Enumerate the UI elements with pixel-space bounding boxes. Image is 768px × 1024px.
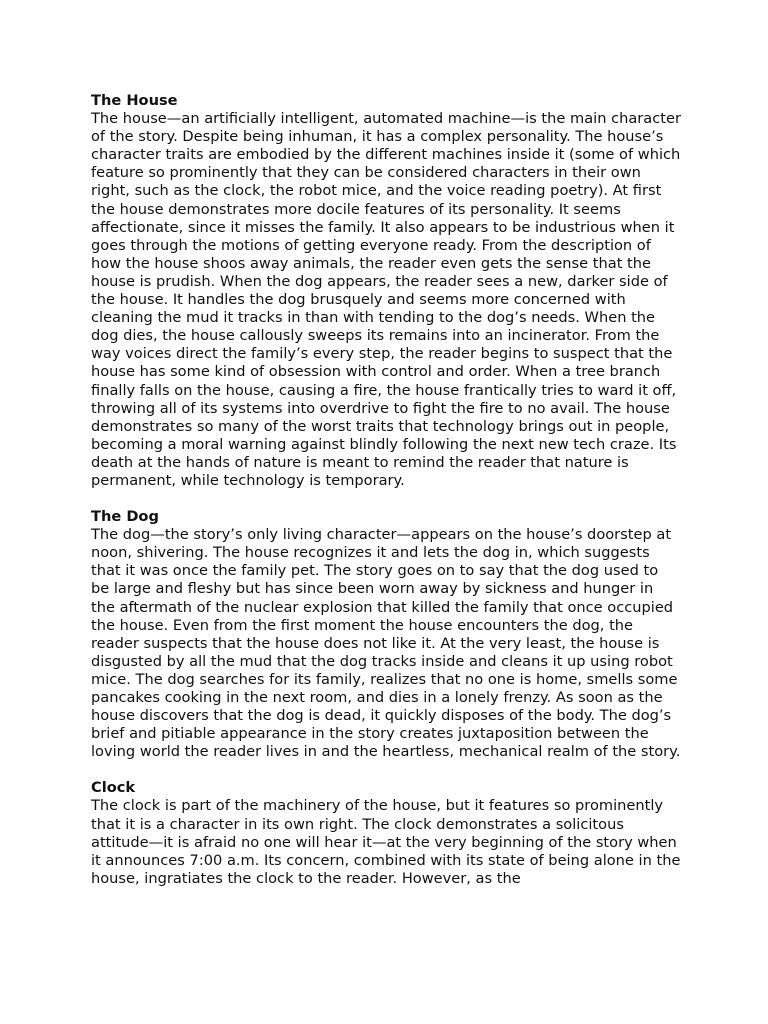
section-heading: The House [91, 92, 178, 109]
document-page [91, 92, 681, 906]
section-clock [91, 779, 681, 888]
section-the-house [91, 92, 681, 490]
section-the-dog [91, 508, 681, 761]
section-heading: Clock [91, 779, 136, 797]
section-body: The dog—the story’s only living character—appears on the house’s doorstep at noon, shivering. The house recognizes it and lets the dog in, which suggests that it was once the family pet. The story goes on to say that the dog used to be large and fleshy but has since been worn away by sickness and hunger in the aftermath of the nuclear explosion that killed the family that once occupied the house. Even from the first moment the house encounters the dog, the reader suspects that the house does not like it. At the very least, the house is disgusted by all the mud that the dog tracks inside and cleans it up using robot mice. The dog searches for its family, realizes that no one is home, smells some pancakes cooking in the next room, and dies in a lonely frenzy. As soon as the house discovers that the dog is dead, it quickly disposes of the body. The dog’s brief and pitiable appearance in the story creates juxtaposition between the loving world the reader lives in and the heartless, mechanical realm of the story. [91, 526, 681, 761]
section-heading: The Dog [91, 508, 159, 526]
section-body: The house—an artificially intelligent, automated machine—is the main character of the story. Despite being inhuman, it has a complex personality. The house’s character traits are embodied by the different machines inside it (some of which feature so prominently that they can be considered characters in their own right, such as the clock, the robot mice, and the voice reading poetry). At first the house demonstrates more docile features of its personality. It seems affectionate, since it misses the family. It also appears to be industrious when it goes through the motions of getting everyone ready. From the description of how the house shoos away animals, the reader even gets the sense that the house is prudish. When the dog appears, the reader sees a new, darker side of the house. It handles the dog brusquely and seems more concerned with cleaning the mud it tracks in than with tending to the dog’s needs. When the dog dies, the house callously sweeps its remains into an incinerator. From the way voices direct the family’s every step, the reader begins to suspect that the house has some kind of obsession with control and order. When a tree branch finally falls on the house, causing a fire, the house frantically tries to ward it off, throwing all of its systems into overdrive to fight the fire to no avail. The house demonstrates so many of the worst traits that technology brings out in people, becoming a moral warning against blindly following the next new tech craze. Its death at the hands of nature is meant to remind the reader that nature is permanent, while technology is temporary. [91, 110, 681, 489]
section-body: The clock is part of the machinery of the house, but it features so prominently that it is a character in its own right. The clock demonstrates a solicitous attitude—it is afraid no one will hear it—at the very beginning of the story when it announces 7:00 a.m. Its concern, combined with its state of being alone in the house, ingratiates the clock to the reader. However, as the [91, 797, 681, 887]
